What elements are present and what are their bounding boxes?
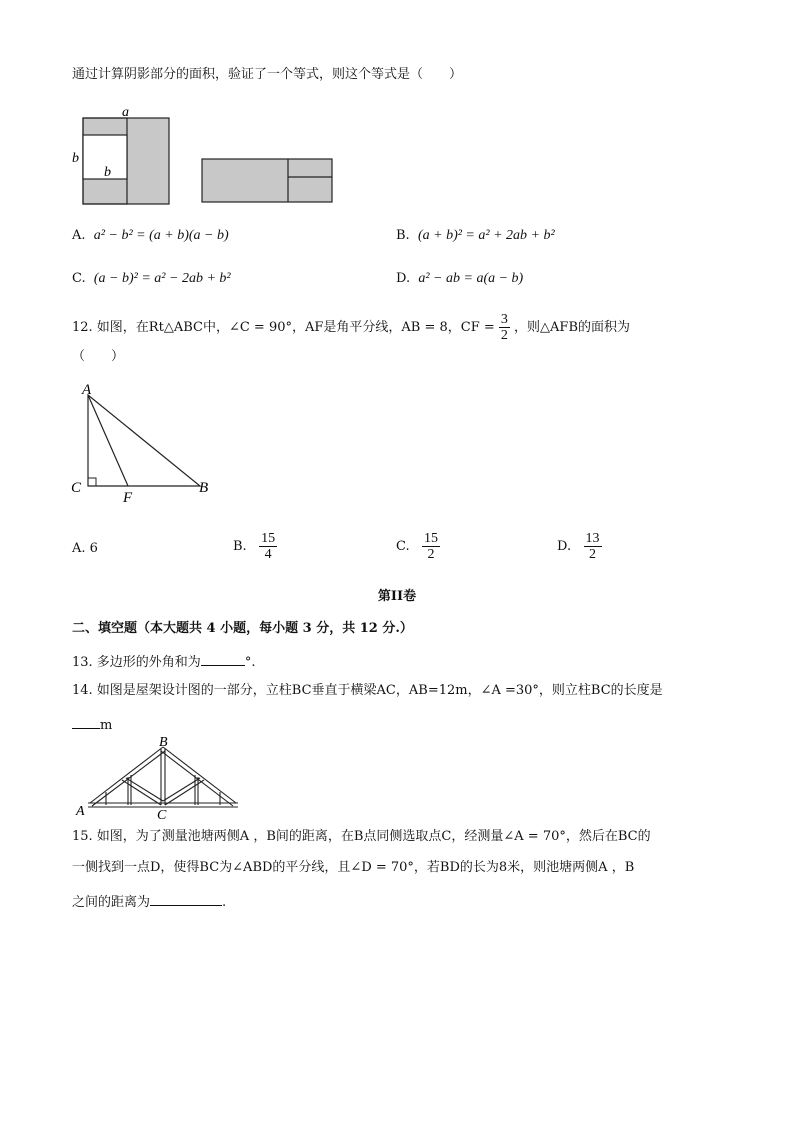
q11-stem: 通过计算阴影部分的面积，验证了一个等式，则这个等式是（ ） bbox=[72, 67, 463, 82]
q15-line2: 一侧找到一点D，使得BC为∠ABD的平分线，且∠D = 70°，若BD的长为8米，则池塘两侧A ，B bbox=[72, 860, 635, 875]
q14-roof-truss bbox=[70, 735, 245, 820]
q11-figure bbox=[70, 100, 340, 210]
section-heading: 二、填空题（本大题共 4 小题，每小题 3 分，共 12 分.） bbox=[72, 621, 413, 636]
answer-blank bbox=[72, 714, 100, 729]
truss-label-a: A bbox=[76, 804, 85, 819]
q12-stem: 12. 如图，在Rt△ABC中，∠C = 90°，AF是角平分线，AB = 8，CF = $\frac{3}{2}$ ，则△AFB的面积为 bbox=[72, 312, 631, 343]
truss-label-c: C bbox=[157, 808, 167, 820]
q12-option-b: B. $\frac{15}{4}$ bbox=[233, 531, 276, 562]
volume-title: 第II卷 bbox=[377, 589, 417, 604]
vertex-a: A bbox=[82, 382, 92, 398]
point-f: F bbox=[123, 490, 133, 505]
q15-line1: 15. 如图，为了测量池塘两侧A ，B间的距离，在B点同侧选取点C，经测量∠A = 70°，然后在BC的 bbox=[72, 829, 651, 844]
vertex-c: C bbox=[71, 480, 82, 496]
vertex-b: B bbox=[199, 480, 209, 496]
q11-option-c: C. (a − b)² = a² − 2ab + b² bbox=[72, 271, 231, 286]
q12-option-c: C. $\frac{15}{2}$ bbox=[396, 531, 439, 562]
truss-label-b: B bbox=[159, 735, 168, 750]
q11-option-b: B. (a + b)² = a² + 2ab + b² bbox=[396, 228, 555, 243]
q11-option-a: A. a² − b² = (a + b)(a − b) bbox=[72, 228, 229, 243]
q12-triangle bbox=[66, 380, 226, 505]
q12-stem-line2: （ ） bbox=[72, 349, 125, 364]
q12-option-a: A. 6 bbox=[72, 541, 98, 556]
answer-blank bbox=[201, 651, 245, 666]
answer-blank bbox=[150, 891, 222, 906]
q13: 13. 多边形的外角和为 °. bbox=[72, 651, 255, 672]
label-b-inner: b bbox=[104, 165, 111, 180]
q11-option-d: D. a² − ab = a(a − b) bbox=[396, 271, 524, 286]
label-a: a bbox=[122, 105, 129, 120]
q14-stem: 14. 如图是屋架设计图的一部分，立柱BC垂直于横梁AC，AB=12m，∠A =30°，则立柱BC的长度是 bbox=[72, 683, 663, 698]
cf-fraction: $\frac{3}{2}$ bbox=[500, 312, 508, 343]
q14-stem-line2: m bbox=[72, 714, 112, 735]
q12-option-d: D. $\frac{13}{2}$ bbox=[557, 531, 600, 562]
label-b-side: b bbox=[72, 151, 79, 166]
q15-line3: 之间的距离为 . bbox=[72, 891, 226, 912]
